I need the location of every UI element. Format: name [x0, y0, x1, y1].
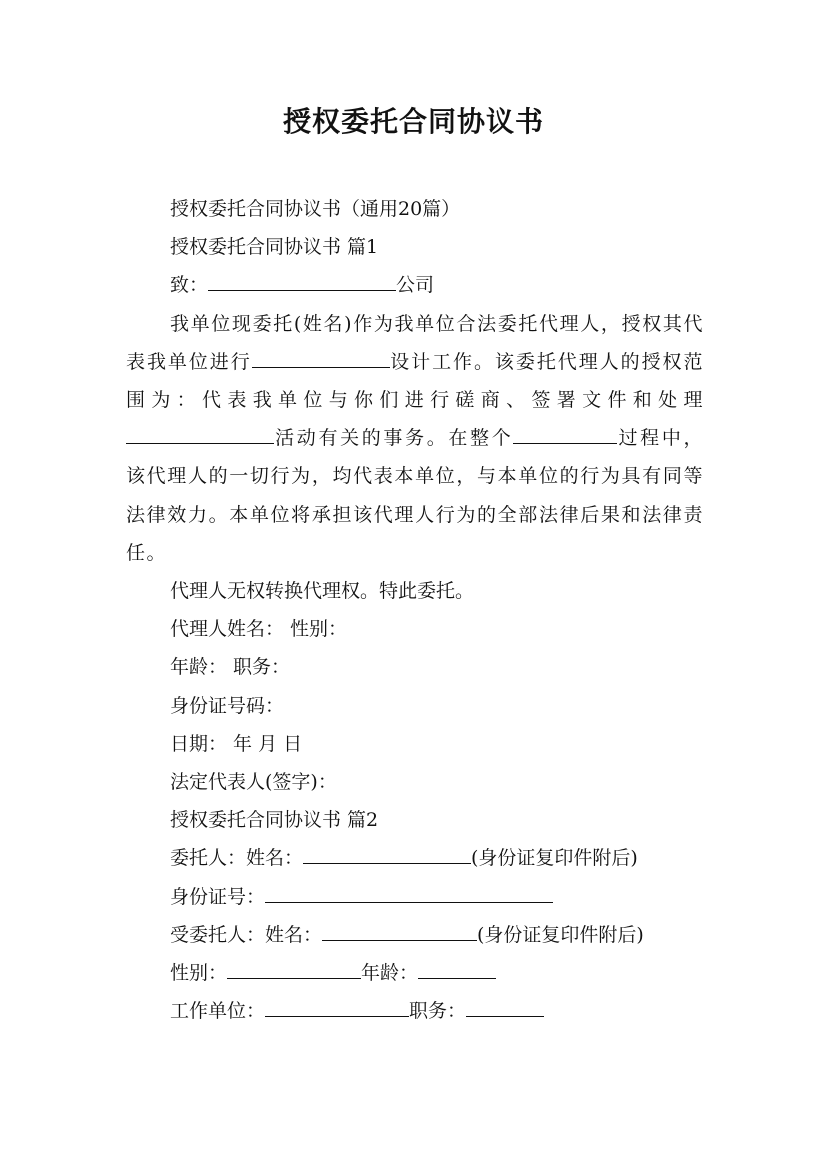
- subtitle-line: 授权委托合同协议书（通用20篇）: [170, 198, 461, 220]
- work-unit-label: 工作单位：: [170, 1000, 266, 1023]
- principal-name-blank: [303, 847, 471, 864]
- age-blank: [418, 962, 496, 979]
- agent-age-line: 年龄： 职务：: [170, 656, 291, 679]
- gender-blank: [227, 962, 361, 979]
- principal-id-label: 身份证号：: [170, 885, 266, 908]
- process-blank: [513, 427, 617, 444]
- addressee-label: 致：: [170, 274, 209, 297]
- paragraph-part-a: 我单位现委托(姓名)作为我单位合法委托代理人，授权其代表我单位进行: [126, 312, 704, 373]
- position-label: 职务：: [409, 1000, 467, 1023]
- legal-rep-line: 法定代表人(签字)：: [170, 771, 337, 794]
- addressee-suffix: 公司: [396, 274, 435, 297]
- age-label: 年龄：: [361, 962, 419, 985]
- paragraph-part-b: 设计工作。该委托代理人的授权范围为：代表我单位与你们进行磋商、签署文件和处理: [126, 350, 704, 412]
- position-blank: [466, 1000, 544, 1017]
- no-transfer-line: 代理人无权转换代理权。特此委托。: [170, 580, 475, 603]
- work-unit-line: [126, 992, 704, 1030]
- document-body: [126, 190, 704, 1030]
- gender-age-line: [126, 954, 704, 992]
- authorization-paragraph: [126, 305, 704, 572]
- document-title: 授权委托合同协议书: [282, 105, 544, 138]
- principal-line: [126, 839, 704, 877]
- paragraph-part-d: 过程中，该代理人的一切行为，均代表本单位，与本单位的行为具有同等法律效力。本单位将承担该代理人行为的全部法律后果和法律责任。: [126, 427, 704, 564]
- company-blank: [208, 274, 396, 291]
- gender-label: 性别：: [170, 962, 228, 985]
- matter-blank: [126, 427, 274, 444]
- id-number-line: 身份证号码：: [170, 694, 285, 717]
- principal-suffix: (身份证复印件附后): [471, 847, 638, 870]
- principal-label: 委托人：姓名：: [170, 847, 304, 870]
- agent-name-line: 代理人姓名： 性别：: [170, 618, 348, 641]
- addressee-line: [126, 266, 704, 304]
- agent-line: [126, 916, 704, 954]
- agent-suffix: (身份证复印件附后): [477, 923, 644, 946]
- work-unit-blank: [265, 1000, 409, 1017]
- principal-id-blank: [265, 886, 553, 903]
- section-heading-1: 授权委托合同协议书 篇1: [170, 236, 379, 259]
- agent-label: 受委托人：姓名：: [170, 923, 323, 946]
- date-line: 日期： 年 月 日: [170, 732, 303, 755]
- principal-id-line: [126, 878, 704, 916]
- section-heading-2: 授权委托合同协议书 篇2: [170, 809, 379, 832]
- agent-name-blank: [322, 924, 477, 941]
- paragraph-part-c: 活动有关的事务。在整个: [274, 427, 514, 450]
- project-blank: [252, 351, 390, 368]
